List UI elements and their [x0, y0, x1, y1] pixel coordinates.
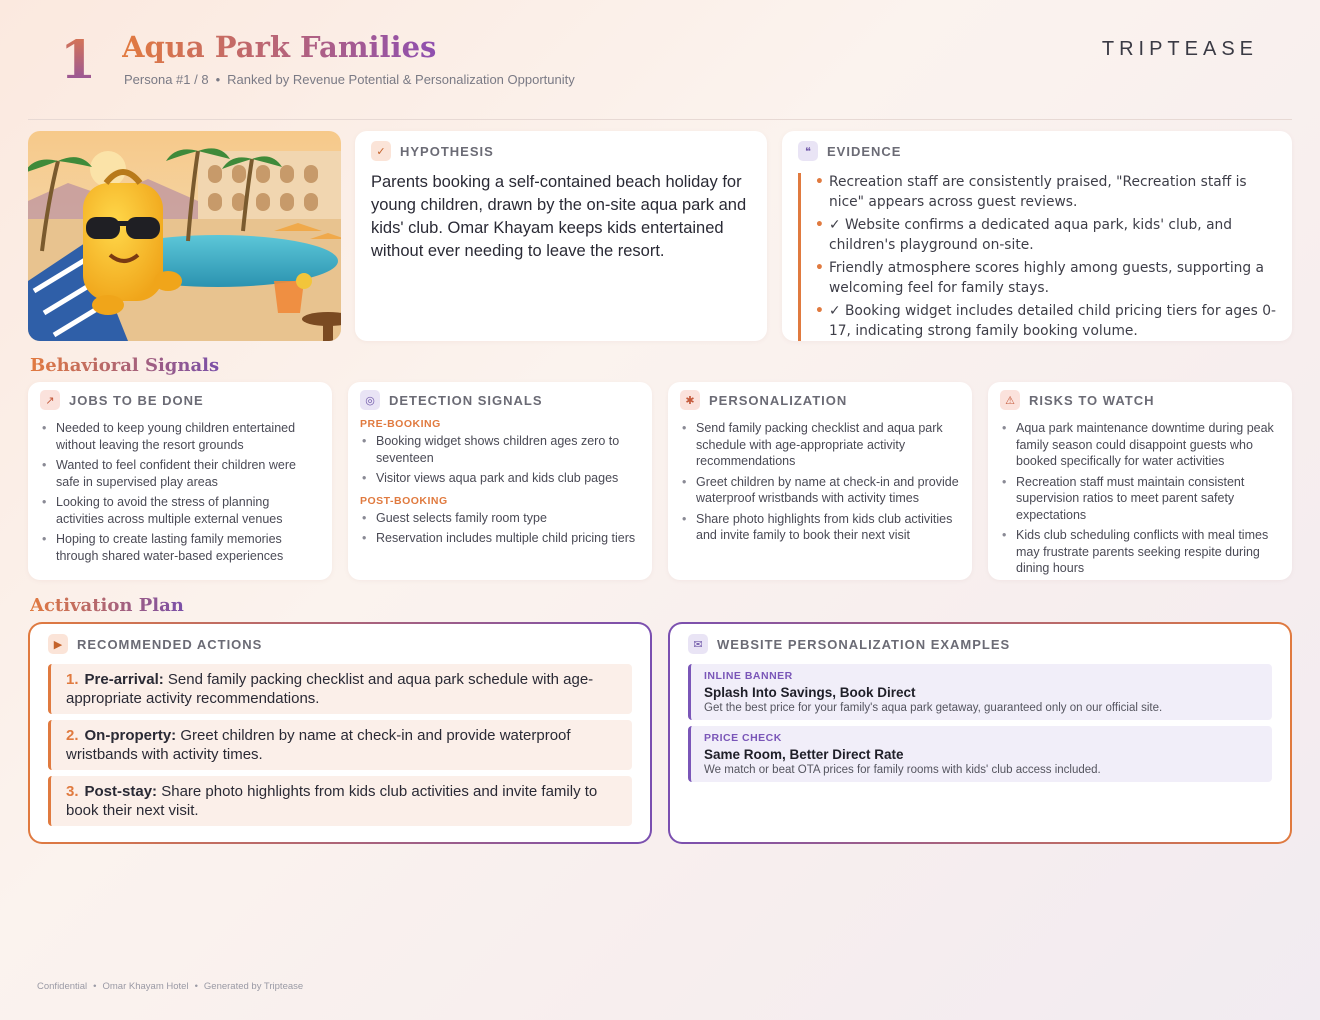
- persona-subtitle: [124, 72, 575, 87]
- list-item: • Wanted to feel confident their children were safe in supervised play areas: [40, 457, 320, 490]
- evidence-item: • ✓ Website confirms a dedicated aqua park, kids' club, and children's playground on-site.: [815, 216, 1276, 255]
- evidence-item: • Friendly atmosphere scores highly among guests, supporting a welcoming feel for family stays.: [815, 259, 1276, 298]
- evidence-item: • ✓ Booking widget includes detailed child pricing tiers for ages 0-17, indicating strong family booking volume.: [815, 302, 1276, 341]
- list-item: • Kids club scheduling conflicts with meal times may frustrate parents seeking respite during dining hours: [1000, 527, 1280, 577]
- footer-generated: Generated by Triptease: [203, 981, 304, 992]
- header-divider: [28, 119, 1292, 120]
- example-item-inline-banner: [688, 664, 1272, 720]
- example-headline: Splash Into Savings, Book Direct: [704, 685, 916, 700]
- example-body: We match or beat OTA prices for family rooms with kids' club access included.: [704, 764, 1101, 776]
- separator-dot: •: [215, 72, 221, 87]
- action-item: [48, 664, 632, 714]
- list-item: • Aqua park maintenance downtime during peak family season could disappoint guests who booked specifically for water activities: [1000, 420, 1280, 470]
- recommended-actions-panel: [28, 622, 652, 844]
- action-text: Share photo highlights from kids club activities and invite family to book their next visit.: [66, 783, 598, 819]
- sparkle-icon: ✱: [680, 390, 700, 410]
- list-item: • Hoping to create lasting family memories through shared water-based experiences: [40, 531, 320, 564]
- detection-card: [348, 382, 652, 580]
- arrow-up-right-icon: ↗: [40, 390, 60, 410]
- hypothesis-card: [355, 131, 767, 341]
- list-item: • Send family packing checklist and aqua park schedule with age-appropriate activity recommendations: [680, 420, 960, 470]
- action-text: Send family packing checklist and aqua park schedule with age-appropriate activity recommendations.: [66, 671, 594, 707]
- example-headline: Same Room, Better Direct Rate: [704, 747, 904, 762]
- persona-index: Persona #1 / 8: [124, 72, 209, 87]
- check-icon: ✓: [371, 141, 391, 161]
- separator-dot: •: [194, 981, 198, 992]
- list-item: • Reservation includes multiple child pricing tiers: [360, 530, 640, 547]
- play-icon: ▶: [48, 634, 68, 654]
- hypothesis-text: Parents booking a self-contained beach holiday for young children, drawn by the on-site aqua park and kids' club. Omar Khayam keeps kids entertained without ever needing to leave the resort.: [371, 173, 747, 260]
- evidence-label: EVIDENCE: [827, 143, 902, 159]
- personalization-label: PERSONALIZATION: [709, 392, 848, 408]
- action-number: 2.: [66, 727, 79, 744]
- list-item: • Share photo highlights from kids club activities and invite family to book their next visit: [680, 511, 960, 544]
- persona-number: 1: [60, 30, 97, 91]
- personalization-card: [668, 382, 972, 580]
- list-item: • Guest selects family room type: [360, 510, 640, 527]
- list-item: • Visitor views aqua park and kids club pages: [360, 470, 640, 487]
- activation-plan-title: Activation Plan: [30, 595, 184, 616]
- jobs-list: [40, 420, 320, 564]
- action-item: [48, 720, 632, 770]
- ranking-note: Ranked by Revenue Potential & Personalization Opportunity: [227, 72, 575, 87]
- brand-logo: TRIPTEASE: [1101, 38, 1258, 60]
- website-examples-panel: [668, 622, 1292, 844]
- footer-hotel: Omar Khayam Hotel: [102, 981, 189, 992]
- behavioral-signals-title: Behavioral Signals: [30, 355, 220, 376]
- action-number: 3.: [66, 783, 79, 800]
- persona-illustration: [28, 131, 341, 341]
- post-booking-list: [360, 510, 640, 547]
- risks-card: [988, 382, 1292, 580]
- warning-icon: ⚠: [1000, 390, 1020, 410]
- list-item: • Needed to keep young children entertained without leaving the resort grounds: [40, 420, 320, 453]
- jobs-label: JOBS TO BE DONE: [69, 392, 204, 408]
- list-item: • Greet children by name at check-in and provide waterproof wristbands with activity times: [680, 474, 960, 507]
- recommended-actions-label: RECOMMENDED ACTIONS: [77, 636, 263, 652]
- evidence-card: [782, 131, 1292, 341]
- footer-confidential: Confidential: [37, 981, 88, 992]
- risks-label: RISKS TO WATCH: [1029, 392, 1155, 408]
- page-footer: [37, 981, 303, 992]
- evidence-item: • Recreation staff are consistently praised, "Recreation staff is nice" appears across guest reviews.: [815, 173, 1276, 212]
- example-body: Get the best price for your family's aqua park getaway, guaranteed only on our official site.: [704, 702, 1163, 714]
- detection-label: DETECTION SIGNALS: [389, 392, 543, 408]
- jobs-card: [28, 382, 332, 580]
- example-type: INLINE BANNER: [704, 670, 793, 682]
- action-number: 1.: [66, 671, 79, 688]
- action-item: [48, 776, 632, 826]
- example-type: PRICE CHECK: [704, 732, 782, 744]
- pre-booking-label: PRE-BOOKING: [360, 418, 441, 430]
- example-item-price-check: [688, 726, 1272, 782]
- action-phase: Post-stay:: [84, 783, 158, 800]
- risks-list: [1000, 420, 1280, 577]
- target-icon: ◎: [360, 390, 380, 410]
- persona-illustration-image: [28, 131, 341, 341]
- page-title: Aqua Park Families: [122, 30, 437, 64]
- list-item: • Looking to avoid the stress of planning activities across multiple external venues: [40, 494, 320, 527]
- separator-dot: •: [93, 981, 97, 992]
- action-phase: On-property:: [84, 727, 177, 744]
- pre-booking-list: [360, 433, 640, 487]
- evidence-list: [798, 173, 1276, 341]
- personalization-list: [680, 420, 960, 544]
- post-booking-label: POST-BOOKING: [360, 494, 448, 507]
- action-text: Greet children by name at check-in and provide waterproof wristbands with activity times.: [66, 727, 571, 763]
- quote-icon: ❝: [798, 141, 818, 161]
- website-examples-label: WEBSITE PERSONALIZATION EXAMPLES: [717, 636, 1011, 652]
- hypothesis-label: HYPOTHESIS: [400, 143, 494, 159]
- list-item: • Booking widget shows children ages zero to seventeen: [360, 433, 640, 466]
- page-header: [0, 0, 1320, 120]
- mail-icon: ✉: [688, 634, 708, 654]
- list-item: • Recreation staff must maintain consistent supervision ratios to meet parent safety expectations: [1000, 474, 1280, 524]
- action-phase: Pre-arrival:: [84, 671, 164, 688]
